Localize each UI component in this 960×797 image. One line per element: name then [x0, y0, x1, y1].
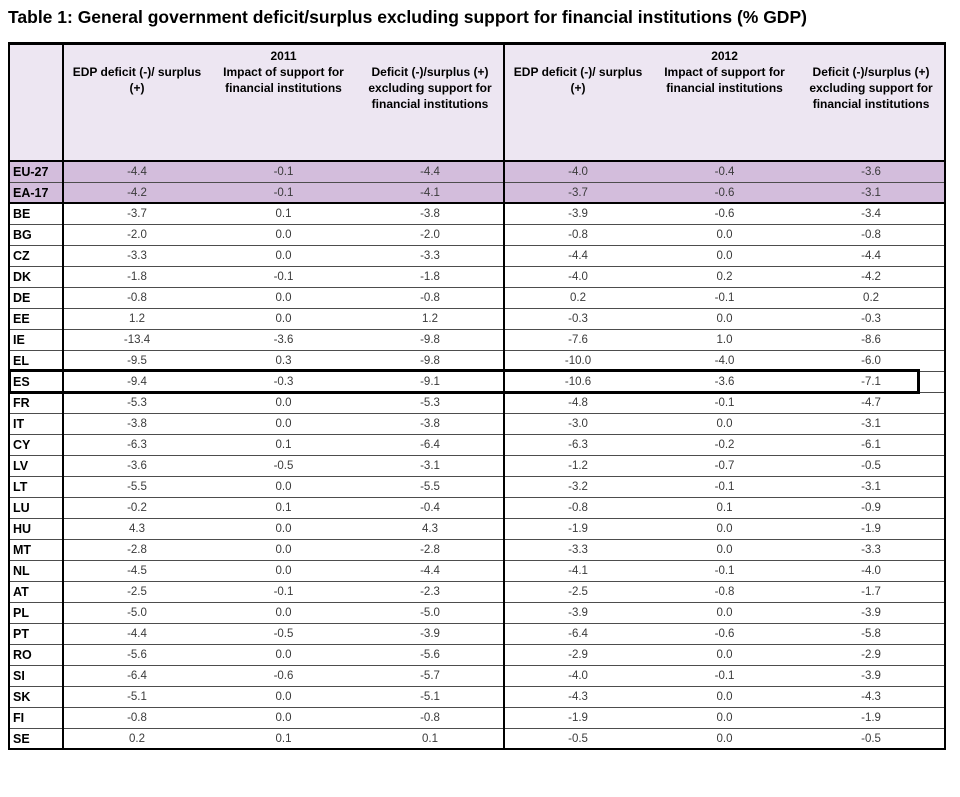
cell-PT-2012-col1: -0.6 — [651, 623, 798, 644]
cell-LV-2012-col0: -1.2 — [504, 455, 651, 476]
row-label: SI — [9, 665, 63, 686]
cell-EE-2011-col0: 1.2 — [63, 308, 210, 329]
row-label: CY — [9, 434, 63, 455]
cell-LV-2012-col2: -0.5 — [798, 455, 945, 476]
cell-EL-2011-col2: -9.8 — [357, 350, 504, 371]
row-label: LT — [9, 476, 63, 497]
table-row — [9, 665, 945, 686]
cell-SE-2012-col1: 0.0 — [651, 728, 798, 749]
cell-PT-2012-col2: -5.8 — [798, 623, 945, 644]
row-label: SK — [9, 686, 63, 707]
cell-MT-2012-col2: -3.3 — [798, 539, 945, 560]
row-label: FI — [9, 707, 63, 728]
cell-AT-2011-col2: -2.3 — [357, 581, 504, 602]
cell-EL-2012-col2: -6.0 — [798, 350, 945, 371]
table-row — [9, 392, 945, 413]
cell-NL-2012-col2: -4.0 — [798, 560, 945, 581]
cell-EU-27-2012-col2: -3.6 — [798, 161, 945, 182]
column-header-row — [9, 64, 945, 161]
table-body — [9, 161, 945, 749]
cell-EU-27-2011-col1: -0.1 — [210, 161, 357, 182]
cell-LU-2012-col1: 0.1 — [651, 497, 798, 518]
row-label: EU-27 — [9, 161, 63, 182]
cell-EE-2011-col2: 1.2 — [357, 308, 504, 329]
row-label: EA-17 — [9, 182, 63, 203]
cell-EU-27-2012-col0: -4.0 — [504, 161, 651, 182]
cell-SE-2011-col2: 0.1 — [357, 728, 504, 749]
cell-SI-2012-col0: -4.0 — [504, 665, 651, 686]
row-label: CZ — [9, 245, 63, 266]
row-label: NL — [9, 560, 63, 581]
cell-FI-2011-col2: -0.8 — [357, 707, 504, 728]
cell-PL-2011-col0: -5.0 — [63, 602, 210, 623]
cell-RO-2011-col2: -5.6 — [357, 644, 504, 665]
cell-EA-17-2011-col1: -0.1 — [210, 182, 357, 203]
cell-EA-17-2012-col1: -0.6 — [651, 182, 798, 203]
cell-LV-2011-col2: -3.1 — [357, 455, 504, 476]
cell-LU-2011-col0: -0.2 — [63, 497, 210, 518]
cell-ES-2012-col2: -7.1 — [798, 371, 945, 392]
cell-AT-2012-col1: -0.8 — [651, 581, 798, 602]
cell-ES-2012-col0: -10.6 — [504, 371, 651, 392]
row-label: BE — [9, 203, 63, 224]
cell-LV-2011-col0: -3.6 — [63, 455, 210, 476]
table-row — [9, 728, 945, 749]
cell-DK-2012-col0: -4.0 — [504, 266, 651, 287]
cell-IE-2011-col0: -13.4 — [63, 329, 210, 350]
cell-SE-2012-col2: -0.5 — [798, 728, 945, 749]
cell-NL-2011-col1: 0.0 — [210, 560, 357, 581]
cell-PT-2011-col0: -4.4 — [63, 623, 210, 644]
cell-PL-2012-col1: 0.0 — [651, 602, 798, 623]
cell-SI-2012-col1: -0.1 — [651, 665, 798, 686]
table-row — [9, 560, 945, 581]
cell-EE-2011-col1: 0.0 — [210, 308, 357, 329]
row-label: DK — [9, 266, 63, 287]
cell-EU-27-2011-col0: -4.4 — [63, 161, 210, 182]
table-row — [9, 644, 945, 665]
cell-BG-2012-col1: 0.0 — [651, 224, 798, 245]
year-header-2011: 2011 — [63, 43, 504, 64]
cell-SK-2012-col1: 0.0 — [651, 686, 798, 707]
cell-IE-2012-col1: 1.0 — [651, 329, 798, 350]
cell-HU-2012-col0: -1.9 — [504, 518, 651, 539]
cell-FR-2012-col2: -4.7 — [798, 392, 945, 413]
row-label: DE — [9, 287, 63, 308]
cell-LT-2012-col1: -0.1 — [651, 476, 798, 497]
cell-MT-2011-col2: -2.8 — [357, 539, 504, 560]
cell-IE-2012-col0: -7.6 — [504, 329, 651, 350]
cell-IT-2012-col2: -3.1 — [798, 413, 945, 434]
cell-ES-2012-col1: -3.6 — [651, 371, 798, 392]
cell-DE-2012-col2: 0.2 — [798, 287, 945, 308]
cell-SE-2011-col1: 0.1 — [210, 728, 357, 749]
row-label: BG — [9, 224, 63, 245]
table-row — [9, 350, 945, 371]
year-header-row — [9, 43, 945, 64]
cell-CY-2012-col2: -6.1 — [798, 434, 945, 455]
cell-BE-2012-col0: -3.9 — [504, 203, 651, 224]
cell-MT-2012-col0: -3.3 — [504, 539, 651, 560]
cell-EA-17-2012-col2: -3.1 — [798, 182, 945, 203]
cell-AT-2012-col2: -1.7 — [798, 581, 945, 602]
cell-PT-2011-col2: -3.9 — [357, 623, 504, 644]
cell-MT-2012-col1: 0.0 — [651, 539, 798, 560]
row-label: LV — [9, 455, 63, 476]
row-label: MT — [9, 539, 63, 560]
cell-FR-2011-col0: -5.3 — [63, 392, 210, 413]
deficit-surplus-table — [8, 42, 946, 751]
cell-NL-2011-col2: -4.4 — [357, 560, 504, 581]
table-row — [9, 434, 945, 455]
row-label: ES — [9, 371, 63, 392]
col-header-2011-excl: Deficit (-)/surplus (+) excluding support for financial institutions — [357, 64, 504, 161]
cell-BG-2012-col2: -0.8 — [798, 224, 945, 245]
row-label: PL — [9, 602, 63, 623]
cell-BE-2012-col1: -0.6 — [651, 203, 798, 224]
cell-HU-2011-col0: 4.3 — [63, 518, 210, 539]
table-row — [9, 602, 945, 623]
table-row — [9, 224, 945, 245]
cell-LU-2012-col2: -0.9 — [798, 497, 945, 518]
cell-DK-2011-col2: -1.8 — [357, 266, 504, 287]
cell-EL-2012-col0: -10.0 — [504, 350, 651, 371]
cell-LT-2011-col0: -5.5 — [63, 476, 210, 497]
cell-BG-2011-col2: -2.0 — [357, 224, 504, 245]
cell-CZ-2012-col1: 0.0 — [651, 245, 798, 266]
cell-EE-2012-col1: 0.0 — [651, 308, 798, 329]
cell-HU-2011-col2: 4.3 — [357, 518, 504, 539]
row-label: AT — [9, 581, 63, 602]
cell-EA-17-2011-col0: -4.2 — [63, 182, 210, 203]
table-row — [9, 476, 945, 497]
cell-FI-2012-col2: -1.9 — [798, 707, 945, 728]
cell-CY-2011-col0: -6.3 — [63, 434, 210, 455]
cell-BE-2011-col0: -3.7 — [63, 203, 210, 224]
table-row — [9, 203, 945, 224]
cell-LV-2011-col1: -0.5 — [210, 455, 357, 476]
table-row — [9, 539, 945, 560]
cell-IT-2011-col0: -3.8 — [63, 413, 210, 434]
cell-SI-2012-col2: -3.9 — [798, 665, 945, 686]
col-header-2011-impact: Impact of support for financial institutions — [210, 64, 357, 161]
table-row — [9, 161, 945, 182]
col-header-2011-edp: EDP deficit (-)/ surplus (+) — [63, 64, 210, 161]
table-row — [9, 686, 945, 707]
cell-LT-2011-col2: -5.5 — [357, 476, 504, 497]
cell-MT-2011-col0: -2.8 — [63, 539, 210, 560]
table-row — [9, 308, 945, 329]
cell-FI-2012-col1: 0.0 — [651, 707, 798, 728]
cell-LU-2012-col0: -0.8 — [504, 497, 651, 518]
cell-SK-2011-col0: -5.1 — [63, 686, 210, 707]
cell-CY-2012-col0: -6.3 — [504, 434, 651, 455]
cell-EA-17-2012-col0: -3.7 — [504, 182, 651, 203]
cell-DK-2012-col1: 0.2 — [651, 266, 798, 287]
cell-NL-2012-col1: -0.1 — [651, 560, 798, 581]
cell-HU-2012-col1: 0.0 — [651, 518, 798, 539]
cell-BG-2011-col0: -2.0 — [63, 224, 210, 245]
cell-PT-2012-col0: -6.4 — [504, 623, 651, 644]
cell-SK-2012-col0: -4.3 — [504, 686, 651, 707]
table-row — [9, 329, 945, 350]
cell-FR-2012-col0: -4.8 — [504, 392, 651, 413]
cell-FR-2011-col1: 0.0 — [210, 392, 357, 413]
cell-ES-2011-col0: -9.4 — [63, 371, 210, 392]
cell-LU-2011-col1: 0.1 — [210, 497, 357, 518]
row-label: PT — [9, 623, 63, 644]
cell-FI-2011-col0: -0.8 — [63, 707, 210, 728]
cell-SK-2012-col2: -4.3 — [798, 686, 945, 707]
cell-EA-17-2011-col2: -4.1 — [357, 182, 504, 203]
cell-IT-2012-col1: 0.0 — [651, 413, 798, 434]
cell-CZ-2012-col0: -4.4 — [504, 245, 651, 266]
row-label: HU — [9, 518, 63, 539]
table-row — [9, 623, 945, 644]
cell-FI-2012-col0: -1.9 — [504, 707, 651, 728]
cell-DE-2012-col0: 0.2 — [504, 287, 651, 308]
cell-BG-2011-col1: 0.0 — [210, 224, 357, 245]
cell-IE-2012-col2: -8.6 — [798, 329, 945, 350]
table-row — [9, 497, 945, 518]
cell-AT-2011-col0: -2.5 — [63, 581, 210, 602]
table-row — [9, 413, 945, 434]
cell-DK-2012-col2: -4.2 — [798, 266, 945, 287]
cell-AT-2012-col0: -2.5 — [504, 581, 651, 602]
cell-IE-2011-col1: -3.6 — [210, 329, 357, 350]
cell-CY-2011-col1: 0.1 — [210, 434, 357, 455]
cell-PT-2011-col1: -0.5 — [210, 623, 357, 644]
cell-DE-2011-col0: -0.8 — [63, 287, 210, 308]
cell-IT-2011-col2: -3.8 — [357, 413, 504, 434]
cell-RO-2012-col2: -2.9 — [798, 644, 945, 665]
table-title: Table 1: General government deficit/surplus excluding support for financial institutions (% GDP) — [8, 7, 807, 27]
cell-CY-2011-col2: -6.4 — [357, 434, 504, 455]
row-label-column-header — [9, 43, 63, 161]
cell-SI-2011-col2: -5.7 — [357, 665, 504, 686]
row-label: EE — [9, 308, 63, 329]
table-row — [9, 371, 945, 392]
cell-RO-2011-col0: -5.6 — [63, 644, 210, 665]
cell-HU-2011-col1: 0.0 — [210, 518, 357, 539]
cell-SK-2011-col2: -5.1 — [357, 686, 504, 707]
cell-PL-2012-col2: -3.9 — [798, 602, 945, 623]
table-row — [9, 245, 945, 266]
col-header-2012-excl: Deficit (-)/surplus (+) excluding support for financial institutions — [798, 64, 945, 161]
row-label: SE — [9, 728, 63, 749]
cell-EL-2011-col1: 0.3 — [210, 350, 357, 371]
cell-NL-2011-col0: -4.5 — [63, 560, 210, 581]
cell-DE-2011-col1: 0.0 — [210, 287, 357, 308]
cell-EL-2011-col0: -9.5 — [63, 350, 210, 371]
cell-ES-2011-col1: -0.3 — [210, 371, 357, 392]
cell-MT-2011-col1: 0.0 — [210, 539, 357, 560]
year-header-2012: 2012 — [504, 43, 945, 64]
cell-PL-2012-col0: -3.9 — [504, 602, 651, 623]
cell-DE-2011-col2: -0.8 — [357, 287, 504, 308]
table-row — [9, 287, 945, 308]
cell-BE-2011-col1: 0.1 — [210, 203, 357, 224]
cell-LU-2011-col2: -0.4 — [357, 497, 504, 518]
table-row — [9, 266, 945, 287]
row-label: IE — [9, 329, 63, 350]
table-row — [9, 707, 945, 728]
cell-CZ-2011-col2: -3.3 — [357, 245, 504, 266]
cell-LT-2012-col2: -3.1 — [798, 476, 945, 497]
row-label: RO — [9, 644, 63, 665]
cell-NL-2012-col0: -4.1 — [504, 560, 651, 581]
row-label: LU — [9, 497, 63, 518]
cell-CZ-2012-col2: -4.4 — [798, 245, 945, 266]
cell-PL-2011-col2: -5.0 — [357, 602, 504, 623]
col-header-2012-edp: EDP deficit (-)/ surplus (+) — [504, 64, 651, 161]
cell-EE-2012-col2: -0.3 — [798, 308, 945, 329]
cell-IT-2012-col0: -3.0 — [504, 413, 651, 434]
cell-EU-27-2011-col2: -4.4 — [357, 161, 504, 182]
row-label: FR — [9, 392, 63, 413]
cell-RO-2012-col0: -2.9 — [504, 644, 651, 665]
cell-LT-2012-col0: -3.2 — [504, 476, 651, 497]
cell-SI-2011-col0: -6.4 — [63, 665, 210, 686]
cell-SE-2011-col0: 0.2 — [63, 728, 210, 749]
cell-HU-2012-col2: -1.9 — [798, 518, 945, 539]
cell-AT-2011-col1: -0.1 — [210, 581, 357, 602]
cell-EL-2012-col1: -4.0 — [651, 350, 798, 371]
cell-EE-2012-col0: -0.3 — [504, 308, 651, 329]
col-header-2012-impact: Impact of support for financial institutions — [651, 64, 798, 161]
cell-RO-2012-col1: 0.0 — [651, 644, 798, 665]
cell-SI-2011-col1: -0.6 — [210, 665, 357, 686]
cell-DK-2011-col1: -0.1 — [210, 266, 357, 287]
cell-LV-2012-col1: -0.7 — [651, 455, 798, 476]
cell-FR-2012-col1: -0.1 — [651, 392, 798, 413]
table-row — [9, 581, 945, 602]
cell-LT-2011-col1: 0.0 — [210, 476, 357, 497]
cell-EU-27-2012-col1: -0.4 — [651, 161, 798, 182]
cell-SE-2012-col0: -0.5 — [504, 728, 651, 749]
table-row — [9, 182, 945, 203]
cell-FI-2011-col1: 0.0 — [210, 707, 357, 728]
cell-FR-2011-col2: -5.3 — [357, 392, 504, 413]
cell-DK-2011-col0: -1.8 — [63, 266, 210, 287]
cell-IT-2011-col1: 0.0 — [210, 413, 357, 434]
cell-CZ-2011-col0: -3.3 — [63, 245, 210, 266]
cell-ES-2011-col2: -9.1 — [357, 371, 504, 392]
cell-BG-2012-col0: -0.8 — [504, 224, 651, 245]
row-label: EL — [9, 350, 63, 371]
cell-PL-2011-col1: 0.0 — [210, 602, 357, 623]
table-row — [9, 518, 945, 539]
row-label: IT — [9, 413, 63, 434]
cell-CZ-2011-col1: 0.0 — [210, 245, 357, 266]
cell-BE-2011-col2: -3.8 — [357, 203, 504, 224]
table-row — [9, 455, 945, 476]
cell-CY-2012-col1: -0.2 — [651, 434, 798, 455]
cell-RO-2011-col1: 0.0 — [210, 644, 357, 665]
data-table-wrap — [8, 42, 944, 751]
cell-SK-2011-col1: 0.0 — [210, 686, 357, 707]
cell-DE-2012-col1: -0.1 — [651, 287, 798, 308]
cell-BE-2012-col2: -3.4 — [798, 203, 945, 224]
cell-IE-2011-col2: -9.8 — [357, 329, 504, 350]
